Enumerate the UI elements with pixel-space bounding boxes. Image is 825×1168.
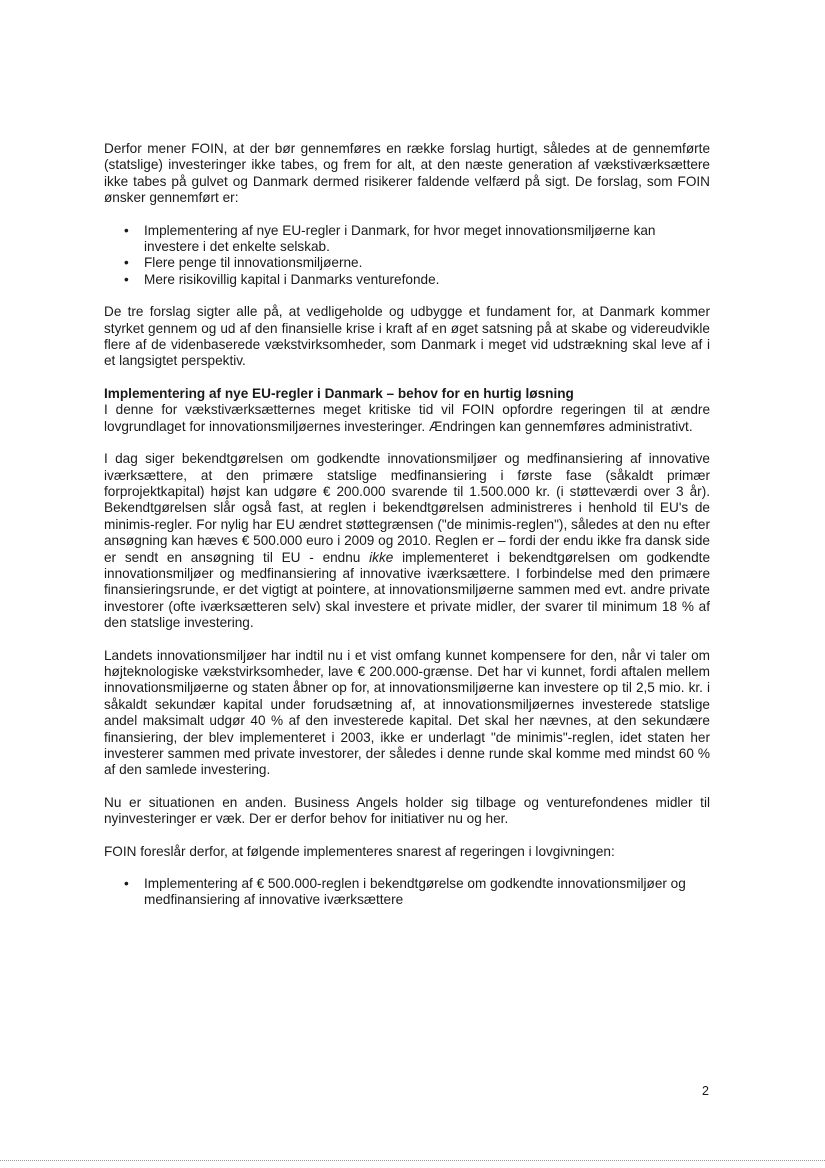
rules-text-part-b: implementeret i bekendtgørelsen om godkendte innovationsmiljøer og medfinansiering af innovative iværksættere. I forbindelse med den primære finansieringsrunde, er det vigtigt at pointere, at innovationsmiljøerne sammen med evt. andre private investorer (ofte iværksætteren selv) skal investere et private midler, der svarer til minimum 18 % af den statslige investering. [104, 549, 710, 631]
list-item-text: Mere risikovillig kapital i Danmarks venturefonde. [144, 271, 440, 287]
recommendation-intro-paragraph: FOIN foreslår derfor, at følgende implementeres snarest af regeringen i lovgivningen: [104, 843, 615, 859]
list-item [104, 255, 710, 271]
bullet-icon: • [124, 222, 129, 238]
section-intro-paragraph: I denne for vækstiværksætternes meget kritiske tid vil FOIN opfordre regeringen til at ændre lovgrundlaget for innovationsmiljøernes investeringer. Ændringen kan gennemføres administrativt. [104, 402, 710, 434]
rules-paragraph [104, 451, 710, 631]
page-body [104, 141, 710, 925]
emphasis-word: ikke [369, 549, 394, 565]
rules-text-part-a: I dag siger bekendtgørelsen om godkendte innovationsmiljøer og medfinansiering af innovative iværksættere, at den primære statslige medfinansiering i første fase (såkaldt primær forprojektkapital) højst kan udgøre € 200.000 svarende til 1.500.000 kr. (i støtteværdi over 3 år). Bekendtgørelsen slår også fast, at reglen i bekendtgørelsen administreres i henhold til EU's de minimis-regler. For nylig har EU ændret støttegrænsen ("de minimis-reglen"), således at den nu efter ansøgning kan hæves € 500.000 euro i 2009 og 2010. Reglen er – fordi der endu ikke fra dansk side er sendt en ansøgning til EU - endnu [104, 451, 710, 565]
intro-paragraph: Derfor mener FOIN, at der bør gennemføres en række forslag hurtigt, således at de gennemførte (statslige) investeringer ikke tabes, og frem for alt, at den næste generation af vækstiværksættere ikke tabes på gulvet og Danmark dermed risikerer faldende velfærd på sigt. De forslag, som FOIN ønsker gennemført er: [104, 141, 710, 206]
section-heading: Implementering af nye EU-regler i Danmark – behov for en hurtig løsning [104, 385, 574, 401]
compensation-paragraph: Landets innovationsmiljøer har indtil nu i et vist omfang kunnet kompensere for den, når vi taler om højteknologiske vækstvirksomheder, lave € 200.000-grænse. Det har vi kunnet, fordi aftalen mellem innovationsmiljøerne og staten åbner op for, at innovationsmiljøerne kan investere op til 2,5 mio. kr. i såkaldt sekundær kapital under forudsætning af, at innovationsmiljøernes investerede statslige andel maksimalt udgør 40 % af den investerede kapital. Det skal her nævnes, at den sekundære finansiering, der blev implementeret i 2003, ikke er underlagt "de minimis"-reglen, idet staten her investerer sammen med private investorer, der således i denne runde skal komme med mindst 60 % af den samlede investering. [104, 647, 710, 778]
bullet-icon: • [124, 255, 129, 271]
list-item-text: Implementering af € 500.000-reglen i bekendtgørelse om godkendte innovationsmiljøer og medfinansiering af innovative iværksættere [144, 876, 686, 908]
list-item [104, 876, 710, 909]
recommendation-list [104, 876, 710, 909]
page-number: 2 [702, 1084, 709, 1098]
bullet-icon: • [124, 876, 129, 892]
bullet-icon: • [124, 271, 129, 287]
proposal-list [104, 223, 710, 289]
list-item [104, 223, 710, 256]
proposals-summary-paragraph: De tre forslag sigter alle på, at vedligeholde og udbygge et fundament for, at Danmark kommer styrket gennem og ud af den finansielle krise i kraft af en øget satsning på at skabe og videreudvikle flere af de videnbaserede vækstvirksomheder, som Danmark i meget vid udstrækning skal leve af i et langsigtet perspektiv. [104, 304, 710, 369]
list-item [104, 272, 710, 288]
list-item-text: Flere penge til innovationsmiljøerne. [144, 255, 363, 271]
situation-paragraph: Nu er situationen en anden. Business Angels holder sig tilbage og venturefondenes midler til nyinvesteringer er væk. Der er derfor behov for initiativer nu og her. [104, 794, 710, 827]
list-item-text: Implementering af nye EU-regler i Danmark, for hvor meget innovationsmiljøerne kan investere i det enkelte selskab. [144, 222, 656, 255]
scan-edge-line [0, 1160, 825, 1162]
